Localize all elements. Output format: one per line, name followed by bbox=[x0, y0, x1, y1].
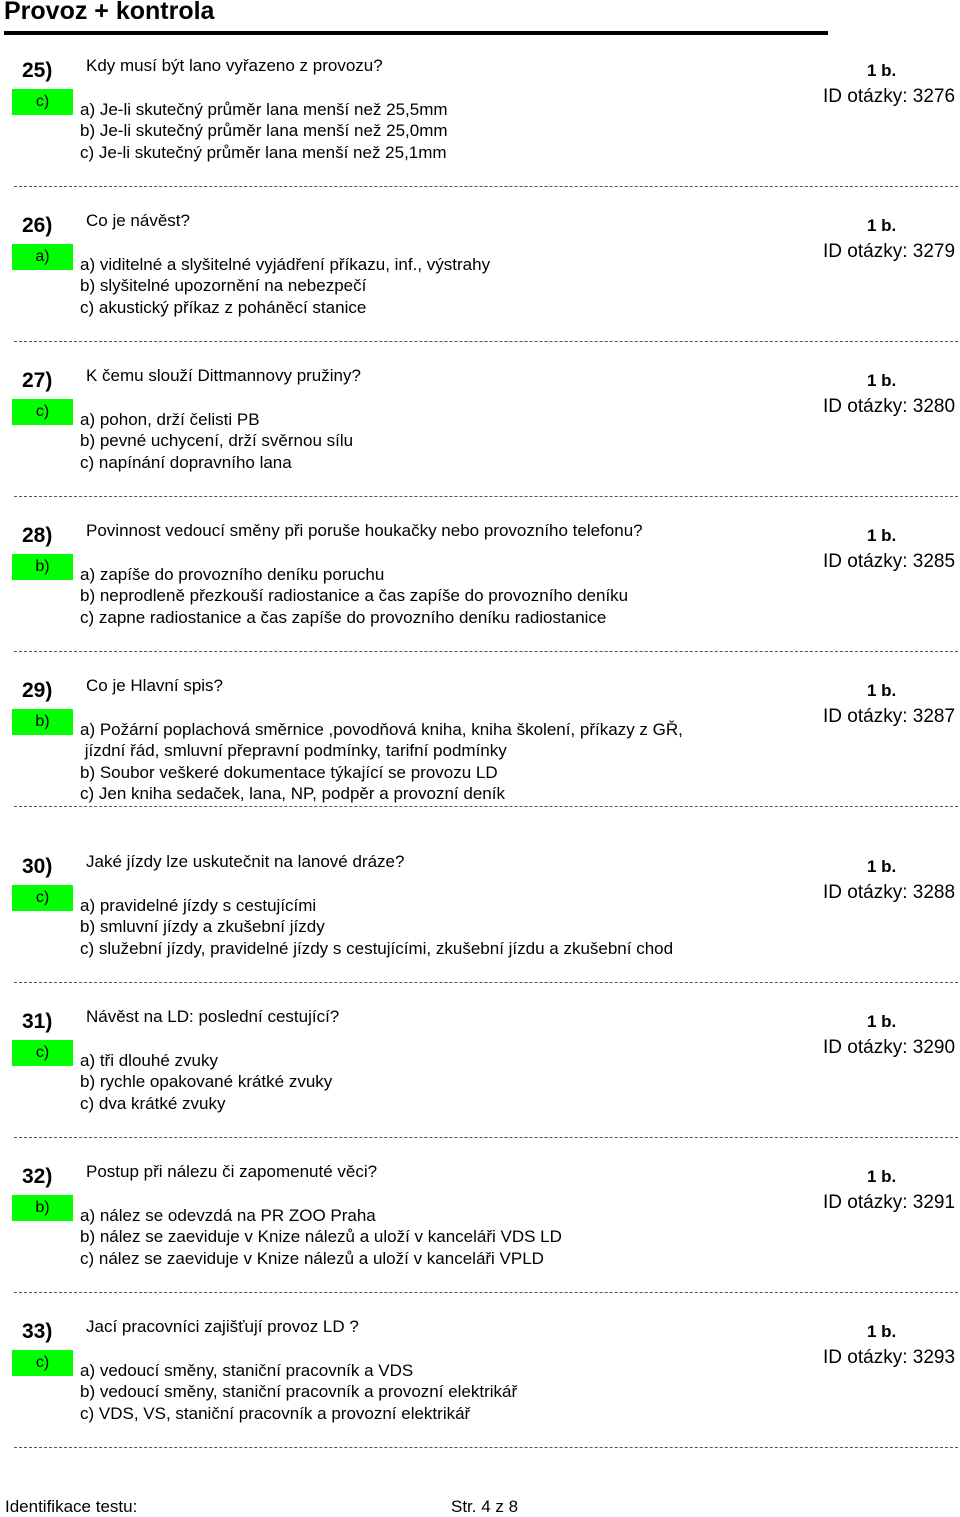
correct-answer-badge: b) bbox=[12, 709, 73, 735]
answer-option: a) Je-li skutečný průměr lana menší než 25,5mm bbox=[80, 100, 448, 119]
title-underline bbox=[4, 31, 828, 35]
question-block bbox=[0, 56, 960, 214]
question-id: ID otázky: 3293 bbox=[823, 1347, 956, 1368]
question-points: 1 b. bbox=[867, 371, 897, 390]
question-number: 27) bbox=[22, 369, 53, 392]
answer-option: a) nález se odevzdá na PR ZOO Praha bbox=[80, 1206, 376, 1225]
answer-options bbox=[80, 1360, 517, 1424]
answer-option: c) zapne radiostanice a čas zapíše do provozního deníku radiostanice bbox=[80, 607, 607, 627]
question-number: 30) bbox=[22, 855, 53, 878]
answer-option: a) Požární poplachová směrnice ,povodňová kniha, kniha školení, příkazy z GŘ, bbox=[80, 720, 683, 739]
correct-answer-badge: c) bbox=[12, 399, 73, 425]
correct-answer-badge: c) bbox=[12, 885, 73, 911]
correct-answer-badge: c) bbox=[12, 1350, 73, 1376]
question-id: ID otázky: 3288 bbox=[823, 882, 956, 903]
answer-option: b) smluvní jízdy a zkušební jízdy bbox=[80, 917, 325, 937]
answer-options bbox=[80, 1205, 562, 1269]
question-block bbox=[0, 852, 960, 1010]
answer-option: c) akustický příkaz z poháněcí stanice bbox=[80, 297, 367, 317]
answer-option: c) dva krátké zvuky bbox=[80, 1093, 226, 1113]
question-block bbox=[0, 1007, 960, 1165]
question-points: 1 b. bbox=[867, 526, 897, 545]
correct-answer-badge: b) bbox=[12, 554, 73, 580]
question-number: 32) bbox=[22, 1165, 53, 1188]
question-text: Co je Hlavní spis? bbox=[86, 676, 224, 695]
answer-option: b) nález se zaeviduje v Knize nálezů a uloží v kanceláři VDS LD bbox=[80, 1227, 562, 1247]
answer-options bbox=[80, 719, 683, 804]
answer-option: c) nález se zaeviduje v Knize nálezů a uloží v kanceláři VPLD bbox=[80, 1248, 544, 1268]
question-separator bbox=[14, 806, 958, 807]
answer-option: a) viditelné a slyšitelné vyjádření příkazu, inf., výstrahy bbox=[80, 255, 491, 274]
question-points: 1 b. bbox=[867, 216, 897, 235]
correct-answer-badge: c) bbox=[12, 89, 73, 115]
page-number: Str. 4 z 8 bbox=[451, 1497, 519, 1516]
answer-option: b) pevné uchycení, drží svěrnou sílu bbox=[80, 431, 354, 451]
answer-option: c) Jen kniha sedaček, lana, NP, podpěr a provozní deník bbox=[80, 783, 505, 803]
question-block bbox=[0, 521, 960, 679]
answer-options bbox=[80, 564, 628, 628]
answer-options bbox=[80, 99, 448, 163]
answer-option: jízdní řád, smluvní přepravní podmínky, tarifní podmínky bbox=[80, 741, 507, 761]
question-separator bbox=[14, 1292, 958, 1293]
question-points: 1 b. bbox=[867, 61, 897, 80]
question-id: ID otázky: 3279 bbox=[823, 241, 956, 262]
question-separator bbox=[14, 496, 958, 497]
answer-option: c) Je-li skutečný průměr lana menší než 25,1mm bbox=[80, 142, 447, 162]
question-separator bbox=[14, 1137, 958, 1138]
question-number: 28) bbox=[22, 524, 53, 547]
question-separator bbox=[14, 186, 958, 187]
answer-option: a) zapíše do provozního deníku poruchu bbox=[80, 565, 385, 584]
question-text: Postup při nálezu či zapomenuté věci? bbox=[86, 1162, 378, 1181]
question-text: Kdy musí být lano vyřazeno z provozu? bbox=[86, 56, 383, 75]
question-text: Jací pracovníci zajišťují provoz LD ? bbox=[86, 1317, 359, 1336]
answer-option: a) tři dlouhé zvuky bbox=[80, 1051, 218, 1070]
question-number: 26) bbox=[22, 214, 53, 237]
answer-option: b) Je-li skutečný průměr lana menší než 25,0mm bbox=[80, 121, 448, 141]
question-text: Návěst na LD: poslední cestující? bbox=[86, 1007, 340, 1026]
question-id: ID otázky: 3287 bbox=[823, 706, 956, 727]
correct-answer-badge: a) bbox=[12, 244, 73, 270]
question-points: 1 b. bbox=[867, 681, 897, 700]
answer-option: b) neprodleně přezkouší radiostanice a čas zapíše do provozního deníku bbox=[80, 586, 629, 606]
answer-option: a) pravidelné jízdy s cestujícími bbox=[80, 896, 317, 915]
question-number: 29) bbox=[22, 679, 53, 702]
answer-options bbox=[80, 409, 353, 473]
answer-option: b) slyšitelné upozornění na nebezpečí bbox=[80, 276, 367, 296]
question-separator bbox=[14, 1447, 958, 1448]
answer-option: b) Soubor veškeré dokumentace týkající se provozu LD bbox=[80, 762, 498, 782]
page-title: Provoz + kontrola bbox=[4, 0, 215, 25]
question-separator bbox=[14, 341, 958, 342]
answer-option: c) služební jízdy, pravidelné jízdy s cestujícími, zkušební jízdu a zkušební chod bbox=[80, 938, 674, 958]
answer-options bbox=[80, 1050, 332, 1114]
question-id: ID otázky: 3291 bbox=[823, 1192, 956, 1213]
question-block bbox=[0, 211, 960, 369]
answer-option: a) vedoucí směny, staniční pracovník a VDS bbox=[80, 1361, 414, 1380]
answer-option: c) napínání dopravního lana bbox=[80, 452, 292, 472]
question-block bbox=[0, 1162, 960, 1320]
question-id: ID otázky: 3285 bbox=[823, 551, 956, 572]
question-block bbox=[0, 676, 960, 834]
answer-option: b) rychle opakované krátké zvuky bbox=[80, 1072, 333, 1092]
answer-option: a) pohon, drží čelisti PB bbox=[80, 410, 260, 429]
question-text: K čemu slouží Dittmannovy pružiny? bbox=[86, 366, 361, 385]
question-number: 33) bbox=[22, 1320, 53, 1343]
test-identification-label: Identifikace testu: bbox=[5, 1497, 138, 1516]
answer-options bbox=[80, 254, 490, 318]
question-points: 1 b. bbox=[867, 857, 897, 876]
question-block bbox=[0, 366, 960, 524]
question-id: ID otázky: 3276 bbox=[823, 86, 956, 107]
question-points: 1 b. bbox=[867, 1322, 897, 1341]
question-block bbox=[0, 1317, 960, 1475]
question-number: 31) bbox=[22, 1010, 53, 1033]
correct-answer-badge: b) bbox=[12, 1195, 73, 1221]
question-text: Jaké jízdy lze uskutečnit na lanové dráze? bbox=[86, 852, 405, 871]
question-number: 25) bbox=[22, 59, 53, 82]
question-separator bbox=[14, 982, 958, 983]
answer-options bbox=[80, 895, 673, 959]
question-text: Co je návěst? bbox=[86, 211, 190, 230]
question-text: Povinnost vedoucí směny při poruše houkačky nebo provozního telefonu? bbox=[86, 521, 643, 540]
correct-answer-badge: c) bbox=[12, 1040, 73, 1066]
answer-option: b) vedoucí směny, staniční pracovník a provozní elektrikář bbox=[80, 1382, 518, 1402]
question-id: ID otázky: 3290 bbox=[823, 1037, 956, 1058]
answer-option: c) VDS, VS, staniční pracovník a provozní elektrikář bbox=[80, 1403, 471, 1423]
question-separator bbox=[14, 651, 958, 652]
question-points: 1 b. bbox=[867, 1012, 897, 1031]
question-points: 1 b. bbox=[867, 1167, 897, 1186]
question-id: ID otázky: 3280 bbox=[823, 396, 956, 417]
